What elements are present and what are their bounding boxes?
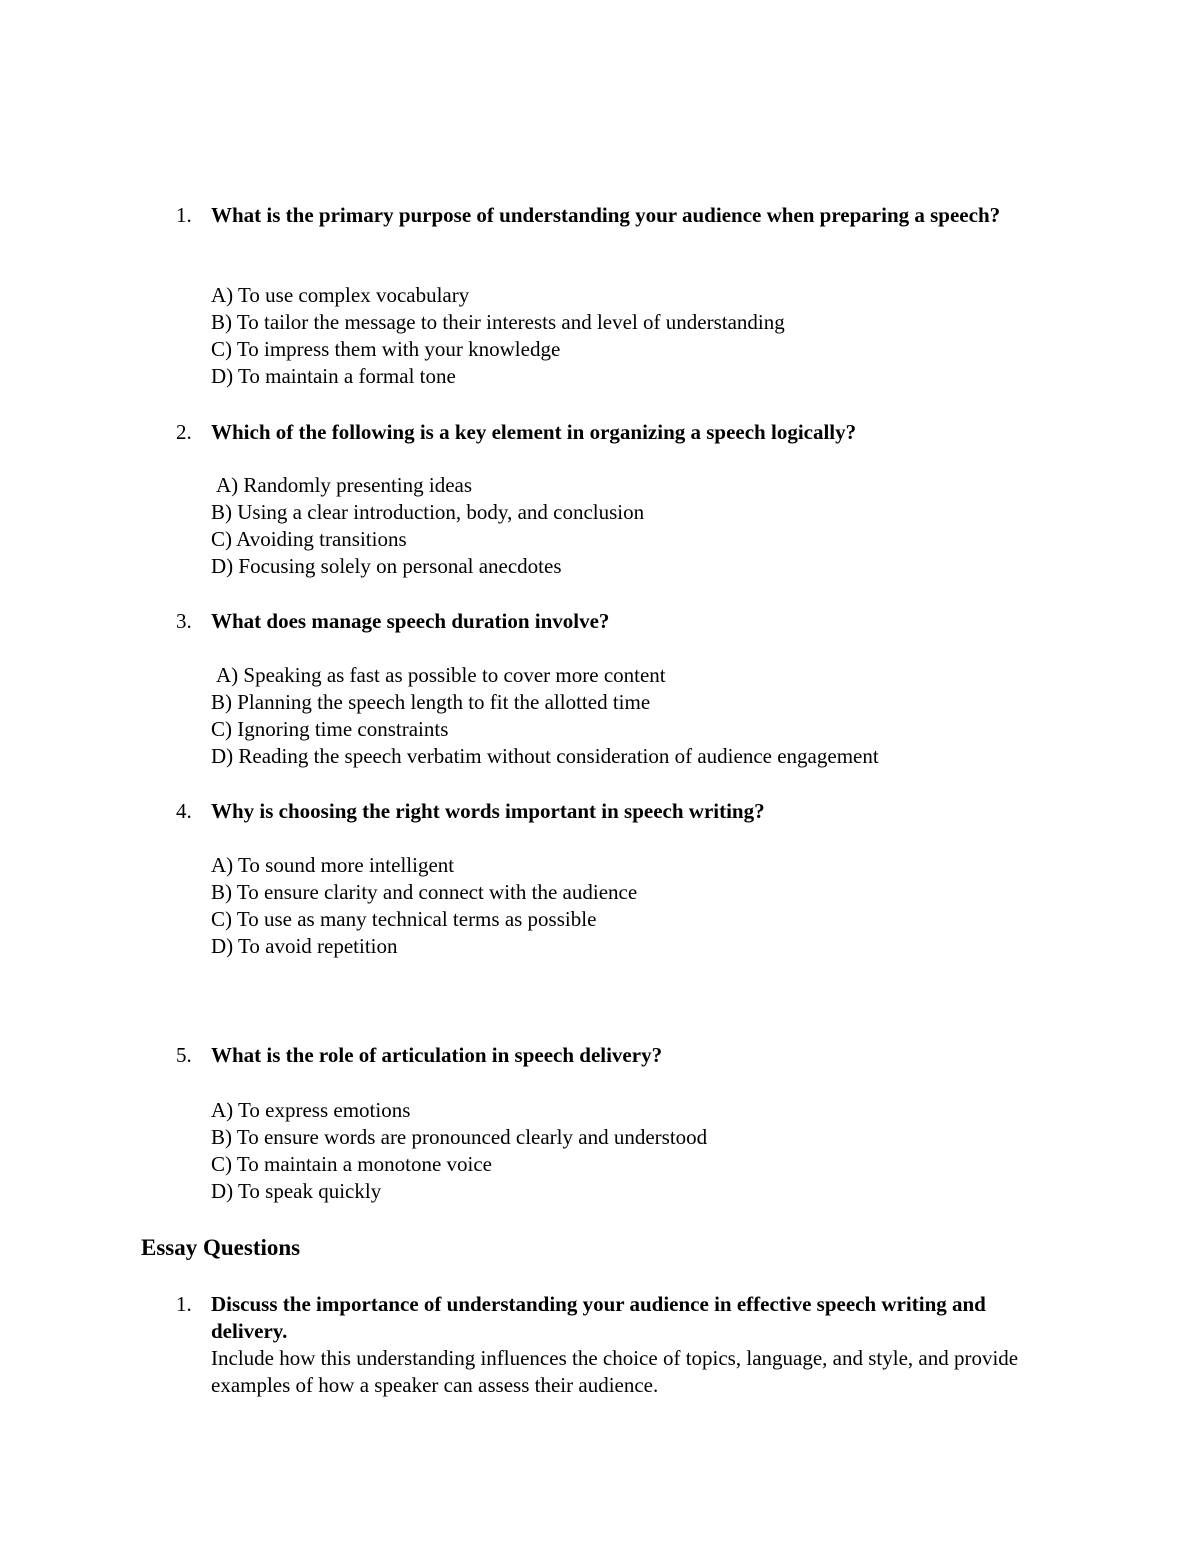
question-number: 4.: [176, 799, 192, 823]
option-d: D) To maintain a formal tone: [211, 364, 456, 388]
option-d: D) Focusing solely on personal anecdotes: [211, 554, 562, 578]
option-b: B) To tailor the message to their interests and level of understanding: [211, 310, 785, 334]
option-list: [211, 282, 1111, 390]
option-a: A) To use complex vocabulary: [211, 283, 470, 307]
option-d: D) To avoid repetition: [211, 934, 398, 958]
option-c: C) To maintain a monotone voice: [211, 1152, 492, 1176]
option-b: B) To ensure clarity and connect with the audience: [211, 880, 638, 904]
essay-question-text: Discuss the importance of understanding your audience in effective speech writing and delivery.: [211, 1292, 986, 1343]
option-a: A) To express emotions: [211, 1098, 411, 1122]
question-number: 5.: [176, 1043, 192, 1067]
question-text: What does manage speech duration involve?: [211, 609, 610, 633]
option-d: D) To speak quickly: [211, 1179, 382, 1203]
question-text: Which of the following is a key element in organizing a speech logically?: [211, 420, 857, 444]
essay-question: [211, 1291, 1061, 1399]
section-heading: Essay Questions: [141, 1235, 301, 1260]
option-a: A) Randomly presenting ideas: [216, 473, 473, 497]
option-c: C) Avoiding transitions: [211, 527, 407, 551]
option-a: A) Speaking as fast as possible to cover more content: [216, 663, 666, 687]
essay-question-body: Include how this understanding influences the choice of topics, language, and style, and provide examples of how a speaker can assess their audience.: [211, 1346, 1019, 1397]
option-list: [211, 662, 1111, 770]
question-text: What is the primary purpose of understanding your audience when preparing a speech?: [211, 203, 1001, 227]
question-number: 3.: [176, 609, 192, 633]
option-c: C) To use as many technical terms as possible: [211, 907, 597, 931]
option-c: C) Ignoring time constraints: [211, 717, 449, 741]
option-list: [211, 472, 1111, 580]
essay-question-number: 1.: [176, 1292, 192, 1316]
option-list: [211, 1097, 1111, 1205]
option-list: [211, 852, 1111, 960]
option-a: A) To sound more intelligent: [211, 853, 455, 877]
option-c: C) To impress them with your knowledge: [211, 337, 561, 361]
question-number: 2.: [176, 420, 192, 444]
option-b: B) To ensure words are pronounced clearly and understood: [211, 1125, 708, 1149]
question-text: What is the role of articulation in speech delivery?: [211, 1043, 663, 1067]
option-b: B) Using a clear introduction, body, and conclusion: [211, 500, 645, 524]
question-number: 1.: [176, 203, 192, 227]
option-b: B) Planning the speech length to fit the allotted time: [211, 690, 651, 714]
option-d: D) Reading the speech verbatim without consideration of audience engagement: [211, 744, 879, 768]
question-text: Why is choosing the right words important in speech writing?: [211, 799, 765, 823]
